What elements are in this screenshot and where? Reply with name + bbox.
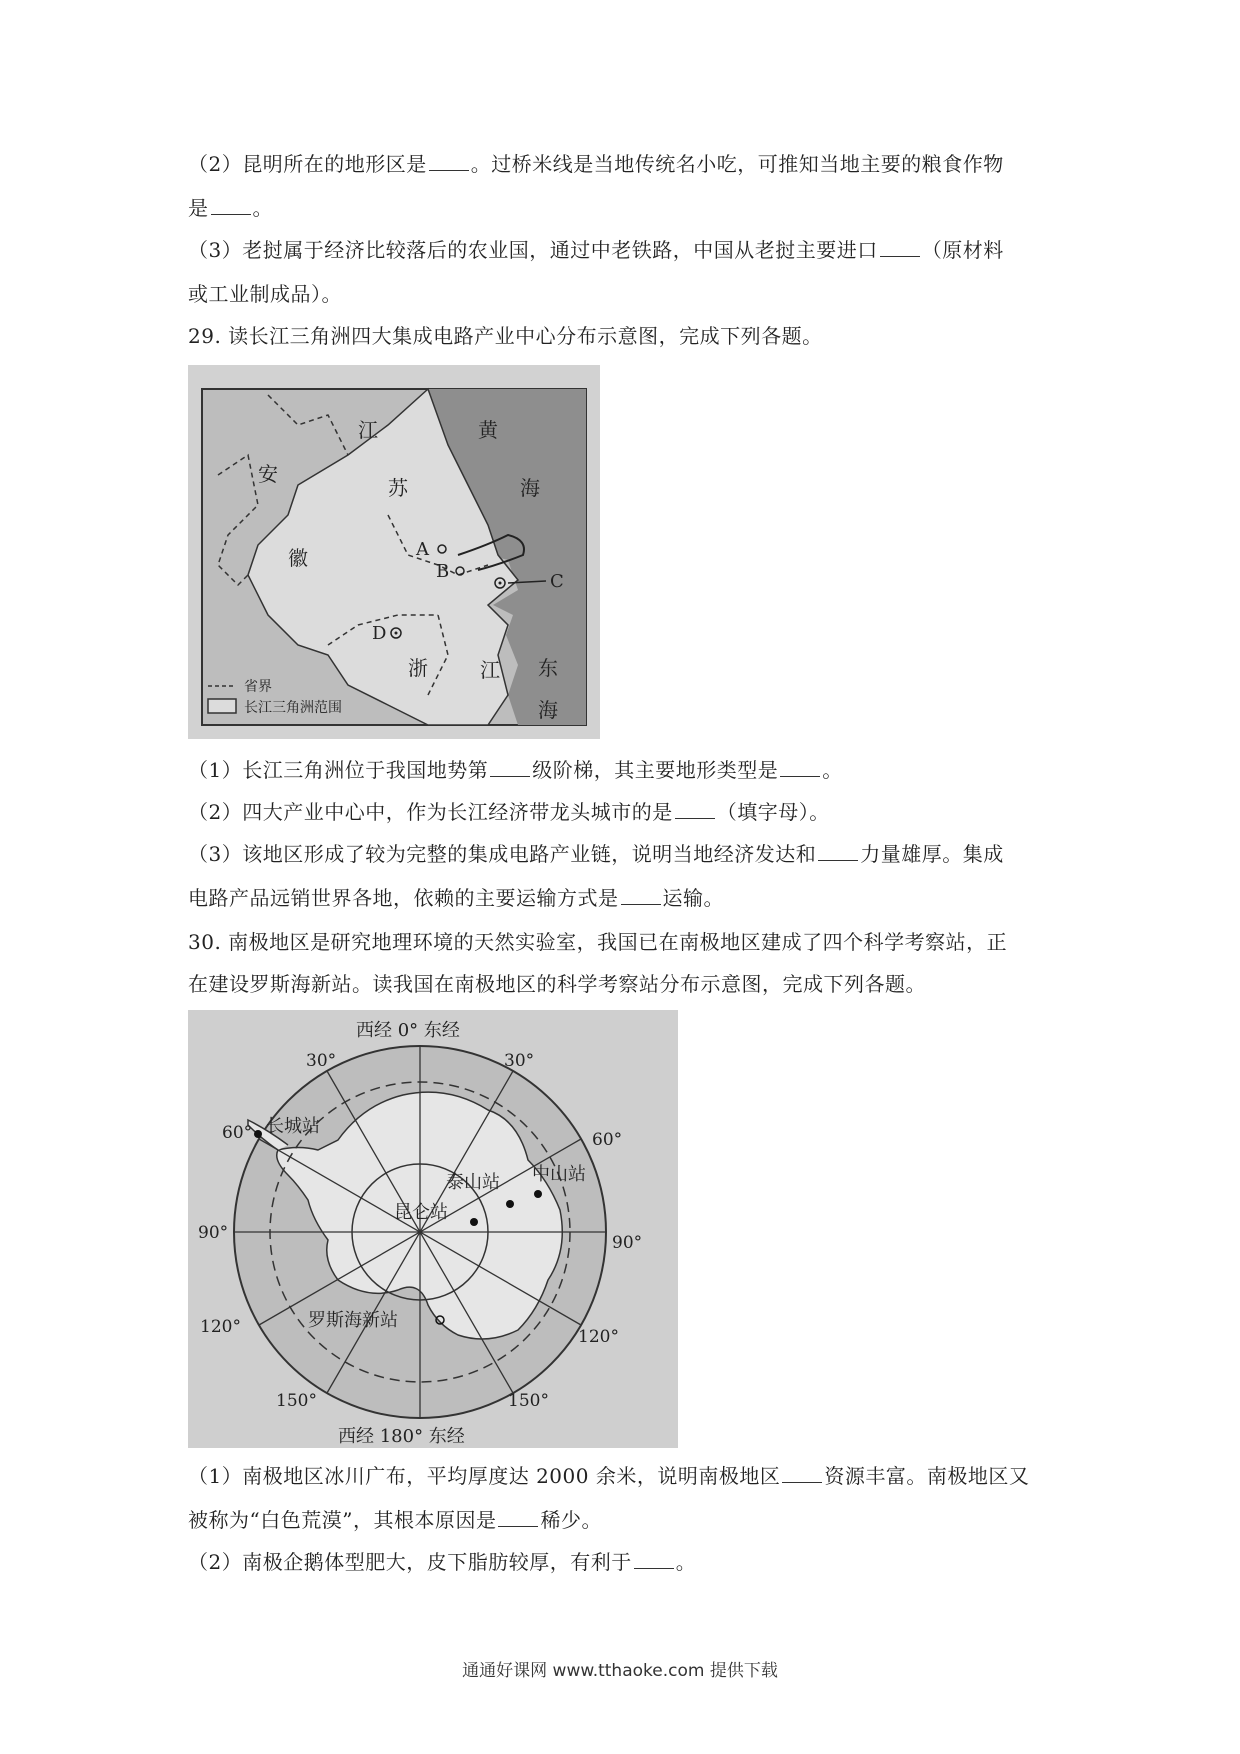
q30-sub2: （2）南极企鹅体型肥大，皮下脂肪较厚，有利于 。 [188,1550,697,1574]
map-label-an: 安 [258,462,278,486]
top-meridian-label: 西经 0° 东经 [356,1020,460,1041]
q30-title-line2: 在建设罗斯海新站。读我国在南极地区的科学考察站分布示意图，完成下列各题。 [188,972,926,996]
deg-150-west: 150° [276,1391,317,1411]
q30-sub1-line1: （1）南极地区冰川广布，平均厚度达 2000 余米，说明南极地区 资源丰富。南极地区又 [188,1464,1030,1488]
answer-blank[interactable] [880,238,920,257]
map-label-jiang2: 江 [480,658,500,682]
rosssea-station-label: 罗斯海新站 [308,1310,398,1331]
taishan-station-label: 泰山站 [446,1172,500,1193]
q30-sub1-line2: 被称为“白色荒漠”，其根本原因是 稀少。 [188,1508,602,1532]
answer-blank[interactable] [429,152,469,171]
answer-blank[interactable] [211,196,251,215]
map-label-hui: 徽 [288,546,308,570]
map-label-jiang: 江 [358,418,378,442]
q29-sub3-line2: 电路产品远销世界各地，依赖的主要运输方式是 运输。 [188,886,724,910]
map-label-hai2: 海 [538,698,558,722]
q28-part2-line1: （2）昆明所在的地形区是 。过桥米线是当地传统名小吃，可推知当地主要的粮食作物 [188,152,1004,176]
deg-120-east: 120° [578,1327,619,1347]
legend-province: 省界 [244,679,272,695]
map-label-hai: 海 [520,476,540,500]
bottom-meridian-label: 西经 180° 东经 [338,1426,465,1447]
answer-blank[interactable] [780,758,820,777]
q29-sub1: （1）长江三角洲位于我国地势第 级阶梯，其主要地形类型是 。 [188,758,843,782]
point-d-label: D [372,623,387,644]
deg-30-east: 30° [504,1051,535,1071]
map-label-huang: 黄 [478,418,498,442]
point-a-label: A [416,539,429,560]
deg-30-west: 30° [306,1051,337,1071]
legend-delta: 长江三角洲范围 [244,700,342,716]
deg-90-west: 90° [198,1223,229,1243]
taishan-station-marker [506,1200,514,1208]
point-b-label: B [436,561,450,582]
deg-120-west: 120° [200,1317,241,1337]
answer-blank[interactable] [498,1508,538,1527]
q30-title-line1: 30. 南极地区是研究地理环境的天然实验室，我国已在南极地区建成了四个科学考察站，正 [188,930,1008,954]
zhongshan-station-marker [534,1190,542,1198]
changcheng-station-marker [254,1130,262,1138]
answer-blank[interactable] [818,842,858,861]
answer-blank[interactable] [675,800,715,819]
map-label-zhe: 浙 [408,656,428,680]
answer-blank[interactable] [782,1464,822,1483]
deg-90-east: 90° [612,1233,643,1253]
deg-150-east: 150° [508,1391,549,1411]
point-c-label: C [550,571,564,592]
map-label-su: 苏 [388,476,408,500]
yangtze-delta-map [188,365,600,739]
kunlun-station-label: 昆仑站 [394,1202,448,1223]
answer-blank[interactable] [490,758,530,777]
changcheng-station-label: 长城站 [266,1116,320,1137]
q28-part2-line2: 是 。 [188,196,273,220]
q29-title: 29. 读长江三角洲四大集成电路产业中心分布示意图，完成下列各题。 [188,324,823,348]
q28-part3-line1: （3）老挝属于经济比较落后的农业国，通过中老铁路，中国从老挝主要进口 （原材料 [188,238,1004,262]
q29-sub2: （2）四大产业中心中，作为长江经济带龙头城市的是 （填字母）。 [188,800,830,824]
q29-sub3-line1: （3）该地区形成了较为完整的集成电路产业链，说明当地经济发达和 力量雄厚。集成 [188,842,1004,866]
zhongshan-station-label: 中山站 [532,1164,586,1185]
q28-part3-line2: 或工业制成品）。 [188,282,342,306]
deg-60-west: 60° [222,1123,253,1143]
answer-blank[interactable] [634,1550,674,1569]
map-label-dong: 东 [538,656,558,680]
kunlun-station-marker [470,1218,478,1226]
answer-blank[interactable] [621,886,661,905]
page-footer: 通通好课网 www.tthaoke.com 提供下载 [462,1661,778,1681]
antarctic-stations-map [188,1010,678,1448]
deg-60-east: 60° [592,1130,623,1150]
